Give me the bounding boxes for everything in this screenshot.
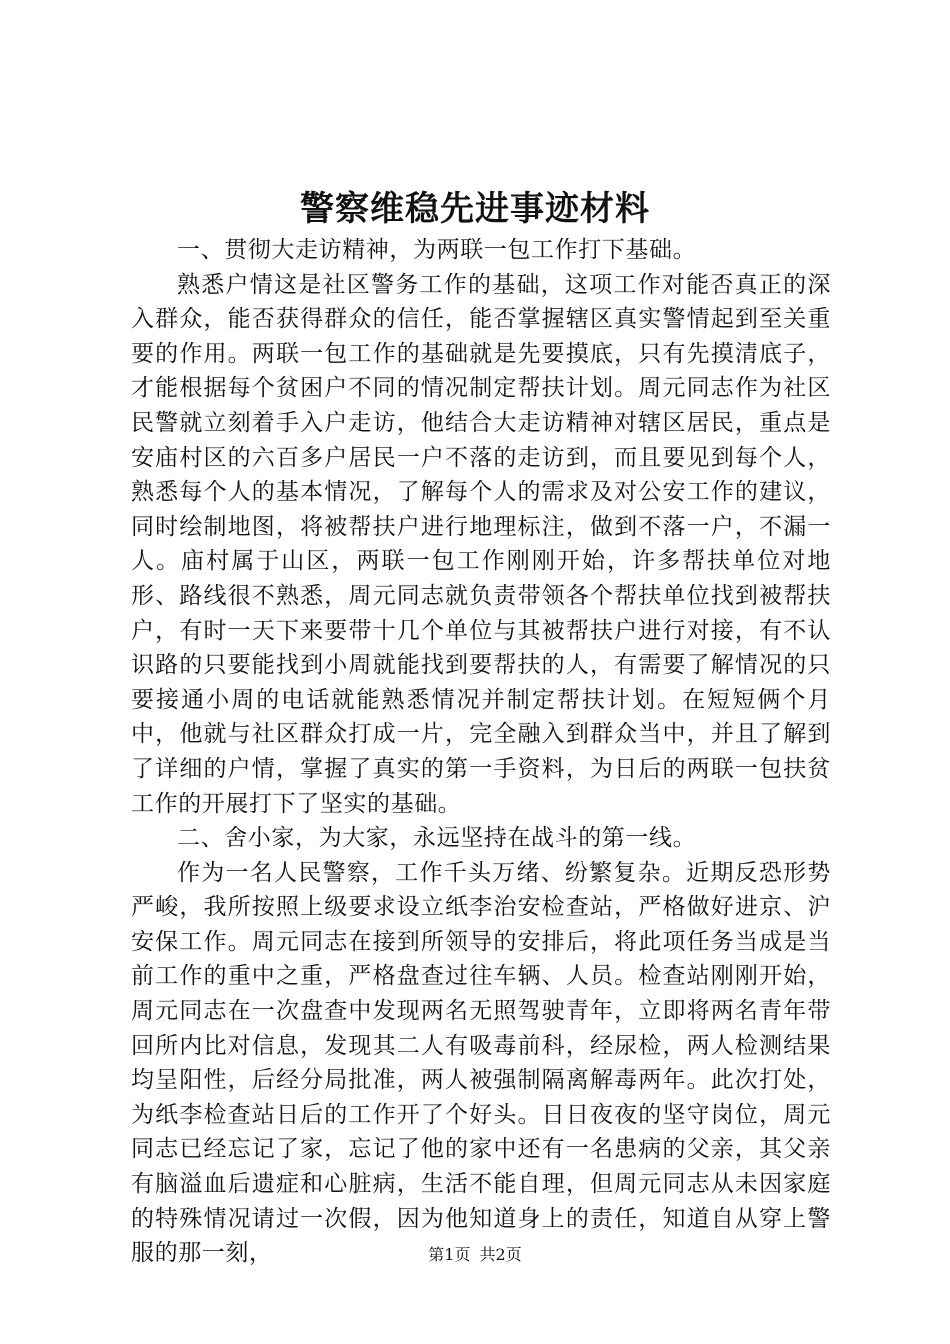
section-heading-2: 二、舍小家，为大家，永远坚持在战斗的第一线。 (177, 825, 697, 852)
page-footer (0, 1244, 950, 1266)
paragraph-2: 作为一名人民警察，工作千头万绪、纷繁复杂。近期反恐形势严峻，我所按照上级要求设立纸李治安检查站，严格做好进京、沪安保工作。周元同志在接到所领导的安排后，将此项任务当成是当前工作的重中之重，严格盘查过往车辆、人员。检查站刚刚开始，周元同志在一次盘查中发现两名无照驾驶青年，立即将两名青年带回所内比对信息，发现其二人有吸毒前科，经尿检，两人检测结果均呈阳性，后经分局批准，两人被强制隔离解毒两年。此次打处，为纸李检查站日后的工作开了个好头。日日夜夜的坚守岗位，周元同志已经忘记了家，忘记了他的家中还有一名患病的父亲，其父亲有脑溢血后遗症和心脏病，生活不能自理，但周元同志从未因家庭的特殊情况请过一次假，因为他知道身上的责任，知道自从穿上警服的那一刻， (131, 859, 831, 1267)
paragraph-1: 熟悉户情这是社区警务工作的基础，这项工作对能否真正的深入群众，能否获得群众的信任，能否掌握辖区真实警情起到至关重要的作用。两联一包工作的基础就是先要摸底，只有先摸清底子，才能根据每个贫困户不同的情况制定帮扶计划。周元同志作为社区民警就立刻着手入户走访，他结合大走访精神对辖区居民，重点是安庙村区的六百多户居民一户不落的走访到，而且要见到每个人，熟悉每个人的基本情况，了解每个人的需求及对公安工作的建议，同时绘制地图，将被帮扶户进行地理标注，做到不落一户，不漏一人。庙村属于山区，两联一包工作刚刚开始，许多帮扶单位对地形、路线很不熟悉，周元同志就负责带领各个帮扶单位找到被帮扶户，有时一天下来要带十几个单位与其被帮扶户进行对接，有不认识路的只要能找到小周就能找到要帮扶的人，有需要了解情况的只要接通小周的电话就能熟悉情况并制定帮扶计划。在短短俩个月中，他就与社区群众打成一片，完全融入到群众当中，并且了解到了详细的户情，掌握了真实的第一手资料，为日后的两联一包扶贫工作的开展打下了坚实的基础。 (131, 271, 831, 817)
document-title: 警察维稳先进事迹材料 (300, 189, 650, 229)
section-heading-1: 一、贯彻大走访精神，为两联一包工作打下基础。 (177, 237, 697, 263)
page-total: 共2页 (479, 1245, 522, 1264)
document-body (131, 233, 831, 1271)
page-number: 第1页 (428, 1245, 471, 1264)
